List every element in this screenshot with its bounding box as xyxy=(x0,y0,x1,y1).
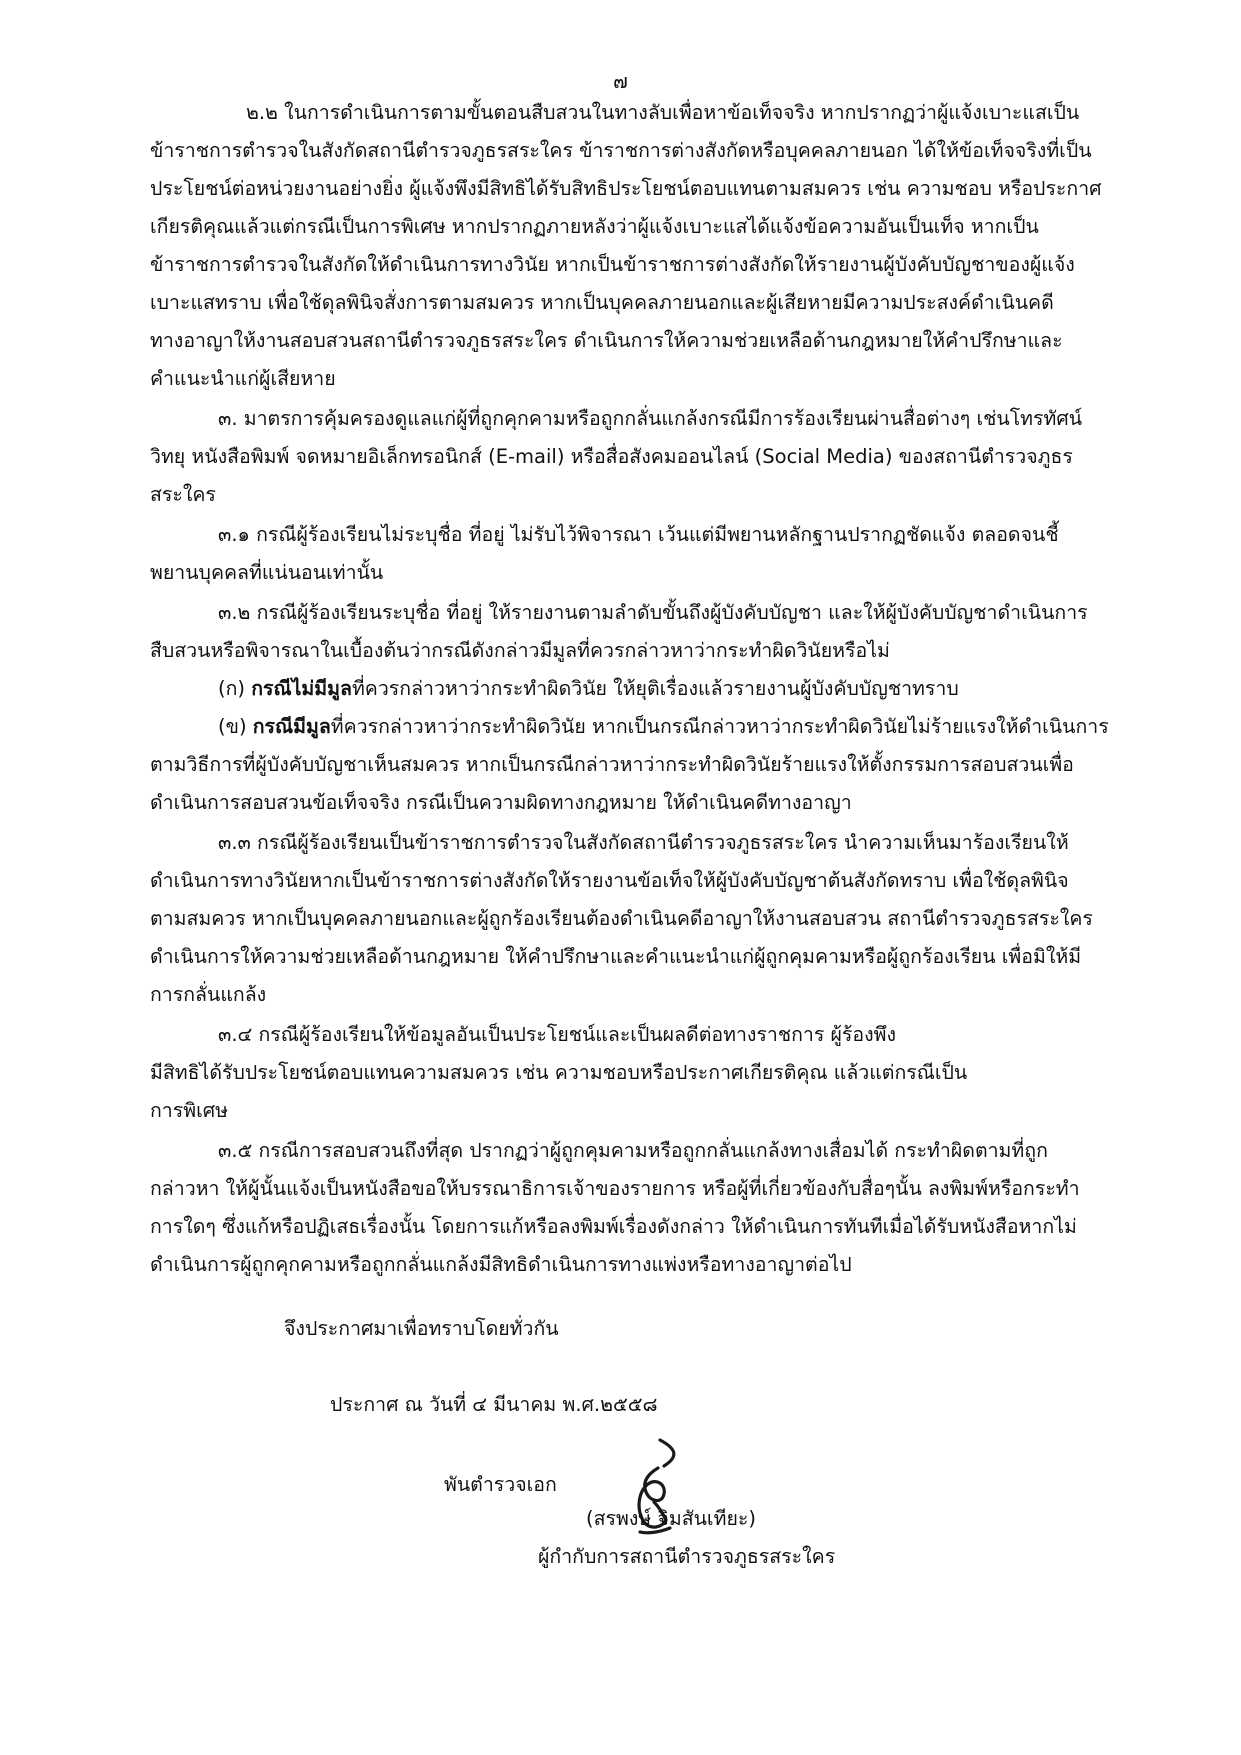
item-b-bold: กรณีมีมูล xyxy=(252,715,331,738)
item-a-bold: กรณีไม่มีมูล xyxy=(251,677,352,700)
text-line: พยานบุคคลที่แน่นอนเท่านั้น xyxy=(150,561,384,584)
signer-name: (สรพงษ์ จิมสันเทียะ) xyxy=(586,1507,756,1530)
item-b-text: ที่ควรกล่าวหาว่ากระทำผิดวินัย หากเป็นกรณีกล่าวหาว่ากระทำผิดวินัยไม่ร้ายแรงให้ดำเนินการ xyxy=(330,715,1109,738)
signer-rank: พันตำรวจเอก xyxy=(444,1473,557,1496)
text-line: ข้าราชการตำรวจในสังกัดสถานีตำรวจภูธรสระใคร ข้าราชการต่างสังกัดหรือบุคคลภายนอก ได้ให้ข้อเท็จจริงที่เป็น xyxy=(150,139,1092,162)
text-line: สืบสวนหรือพิจารณาในเบื้องต้นว่ากรณีดังกล่าวมีมูลที่ควรกล่าวหาว่ากระทำผิดวินัยหรือไม่ xyxy=(150,639,890,662)
text-line: การใดๆ ซึ่งแก้หรือปฏิเสธเรื่องนั้น โดยการแก้หรือลงพิมพ์เรื่องดังกล่าว ให้ดำเนินการทันทีเมื่อได้รับหนังสือหากไม่ xyxy=(150,1215,1077,1238)
item-a-text: ที่ควรกล่าวหาว่ากระทำผิดวินัย ให้ยุติเรื่องแล้วรายงานผู้บังคับบัญชาทราบ xyxy=(351,677,959,700)
text-line: วิทยุ หนังสือพิมพ์ จดหมายอิเล็กทรอนิกส์ (E-mail) หรือสื่อสังคมออนไลน์ (Social Media) ของสถานีตำรวจภูธร xyxy=(150,445,1073,468)
text-line: ประโยชน์ต่อหน่วยงานอย่างยิ่ง ผู้แจ้งพึงมีสิทธิได้รับสิทธิประโยชน์ตอบแทนตามสมควร เช่น ความชอบ หรือประกาศ xyxy=(150,177,1102,200)
closing-text: จึงประกาศมาเพื่อทราบโดยทั่วกัน xyxy=(284,1317,559,1340)
text-line: การกลั่นแกล้ง xyxy=(150,983,267,1006)
signer-position: ผู้กำกับการสถานีตำรวจภูธรสระใคร xyxy=(538,1545,836,1568)
text-line: ๓.๓ กรณีผู้ร้องเรียนเป็นข้าราชการตำรวจในสังกัดสถานีตำรวจภูธรสระใคร นำความเห็นมาร้องเรียนให้ xyxy=(218,831,1069,854)
item-a-prefix: (ก) xyxy=(218,677,252,700)
text-line: ดำเนินการให้ความช่วยเหลือด้านกฎหมาย ให้คำปรึกษาและคำแนะนำแก่ผู้ถูกคุมคามหรือผู้ถูกร้องเรียน เพื่อมิให้มี xyxy=(150,945,1082,968)
text-line: ข้าราชการตำรวจในสังกัดให้ดำเนินการทางวินัย หากเป็นข้าราชการต่างสังกัดให้รายงานผู้บังคับบัญชาของผู้แจ้ง xyxy=(150,253,1075,276)
text-line: เกียรติคุณแล้วแต่กรณีเป็นการพิเศษ หากปรากฏภายหลังว่าผู้แจ้งเบาะแสได้แจ้งข้อความอันเป็นเท็จ หากเป็น xyxy=(150,215,1039,238)
item-b-line xyxy=(218,712,1109,742)
text-line: ๓.๕ กรณีการสอบสวนถึงที่สุด ปรากฏว่าผู้ถูกคุมคามหรือถูกกลั่นแกล้งทางเสื่อมได้ กระทำผิดตามที่ถูก xyxy=(218,1139,1048,1162)
item-b-prefix: (ข) xyxy=(218,715,253,738)
text-line: ดำเนินการสอบสวนข้อเท็จจริง กรณีเป็นความผิดทางกฎหมาย ให้ดำเนินคดีทางอาญา xyxy=(150,791,852,814)
text-line: มีสิทธิได้รับประโยชน์ตอบแทนความสมควร เช่น ความชอบหรือประกาศเกียรติคุณ แล้วแต่กรณีเป็น xyxy=(150,1061,968,1084)
text-line: ๓.๒ กรณีผู้ร้องเรียนระบุชื่อ ที่อยู่ ให้รายงานตามลำดับขั้นถึงผู้บังคับบัญชา และให้ผู้บังคับบัญชาดำเนินการ xyxy=(218,601,1088,624)
text-line: ตามสมควร หากเป็นบุคคลภายนอกและผู้ถูกร้องเรียนต้องดำเนินคดีอาญาให้งานสอบสวน สถานีตำรวจภูธรสระใคร xyxy=(150,907,1093,930)
text-line: กล่าวหา ให้ผู้นั้นแจ้งเป็นหนังสือขอให้บรรณาธิการเจ้าของรายการ หรือผู้ที่เกี่ยวข้องกับสื่อๆนั้น ลงพิมพ์หรือกระทำ xyxy=(150,1177,1080,1200)
text-line: ดำเนินการทางวินัยหากเป็นข้าราชการต่างสังกัดให้รายงานข้อเท็จให้ผู้บังคับบัญชาต้นสังกัดทราบ เพื่อใช้ดุลพินิจ xyxy=(150,869,1069,892)
text-line: สระใคร xyxy=(150,483,216,506)
text-line: ตามวิธีการที่ผู้บังคับบัญชาเห็นสมควร หากเป็นกรณีกล่าวหาว่ากระทำผิดวินัยร้ายแรงให้ตั้งกรรมการสอบสวนเพื่อ xyxy=(150,753,1074,776)
text-line: ดำเนินการผู้ถูกคุกคามหรือถูกกลั่นแกล้งมีสิทธิดำเนินการทางแพ่งหรือทางอาญาต่อไป xyxy=(150,1253,852,1276)
text-line: เบาะแสทราบ เพื่อใช้ดุลพินิจสั่งการตามสมควร หากเป็นบุคคลภายนอกและผู้เสียหายมีความประสงค์ดำเนินคดี xyxy=(150,291,1054,314)
text-line: คำแนะนำแก่ผู้เสียหาย xyxy=(150,367,336,390)
text-line: ๓.๔ กรณีผู้ร้องเรียนให้ข้อมูลอันเป็นประโยชน์และเป็นผลดีต่อทางราชการ ผู้ร้องพึง xyxy=(218,1023,897,1046)
text-line: การพิเศษ xyxy=(150,1099,228,1122)
text-line: ๓. มาตรการคุ้มครองดูแลแก่ผู้ที่ถูกคุกคามหรือถูกกลั่นแกล้งกรณีมีการร้องเรียนผ่านสื่อต่างๆ เช่นโทรทัศน์ xyxy=(218,407,1083,430)
text-line: ๓.๑ กรณีผู้ร้องเรียนไม่ระบุชื่อ ที่อยู่ ไม่รับไว้พิจารณา เว้นแต่มีพยานหลักฐานปรากฏชัดแจ้ง ตลอดจนชี้ xyxy=(218,523,1059,546)
item-a-line xyxy=(218,674,959,704)
text-line: ๒.๒ ในการดำเนินการตามขั้นตอนสืบสวนในทางลับเพื่อหาข้อเท็จจริง หากปรากฏว่าผู้แจ้งเบาะแสเป็น xyxy=(246,101,1080,124)
date-line: ประกาศ ณ วันที่ ๔ มีนาคม พ.ศ.๒๕๕๘ xyxy=(330,1393,658,1416)
page-number: ๗ xyxy=(613,70,628,93)
text-line: ทางอาญาให้งานสอบสวนสถานีตำรวจภูธรสระใคร ดำเนินการให้ความช่วยเหลือด้านกฎหมายให้คำปรึกษาและ xyxy=(150,329,1063,352)
